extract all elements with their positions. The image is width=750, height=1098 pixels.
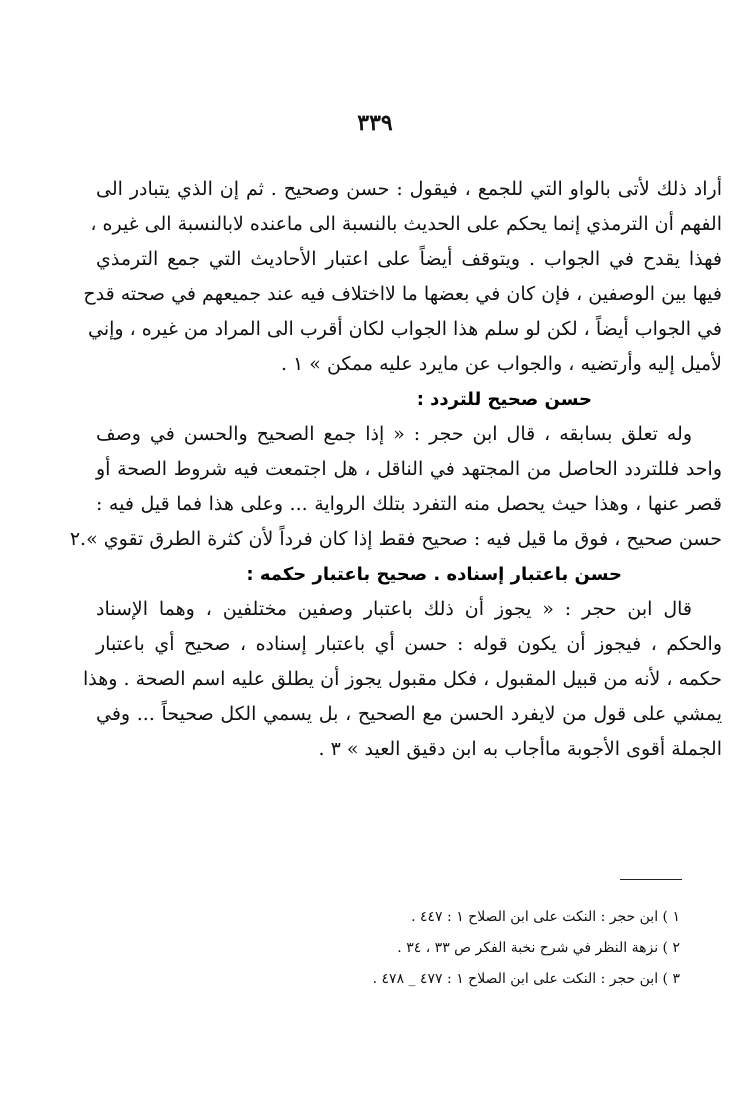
page-number: ٣٣٩ [357, 110, 393, 136]
text-line: والحكم ، فيجوز أن يكون قوله : حسن أي باعتبار إسناده ، صحيح أي باعتبار [96, 633, 722, 655]
text-line: قصر عنها ، وهذا حيث يحصل منه التفرد بتلك الرواية ... وعلى هذا فما قيل فيه : [96, 493, 722, 515]
text-line: قال ابن حجر : « يجوز أن ذلك باعتبار وصفين مختلفين ، وهما الإسناد [96, 598, 692, 620]
text-line: فيها بين الوصفين ، فإن كان في بعضها ما لااختلاف فيه عند جميعهم في صحته قدح [83, 283, 722, 305]
footnote-item: ٣ ) ابن حجر : النكت على ابن الصلاح ١ : ٤٧٧ _ ٤٧٨ . [372, 971, 680, 987]
text-line: في الجواب أيضاً ، لكن لو سلم هذا الجواب لكان أقرب الى المراد من غيره ، وإني [87, 318, 722, 340]
section-heading-isnad-hukm: حسن باعتبار إسناده . صحيح باعتبار حكمه : [246, 564, 622, 585]
text-line: وله تعلق بسابقه ، قال ابن حجر : « إذا جمع الصحيح والحسن في وصف [96, 423, 692, 445]
footnote-item: ٢ ) نزهة النظر في شرح نخبة الفكر ص ٣٣ ، ٣٤ . [397, 940, 680, 956]
footnote-item: ١ ) ابن حجر : النكت على ابن الصلاح ١ : ٤٤٧ . [411, 909, 680, 925]
text-line: لأميل إليه وأرتضيه ، والجواب عن مايرد عليه ممكن » ١ . [280, 353, 722, 375]
text-line: يمشي على قول من لايفرد الحسن مع الصحيح ، بل يسمي الكل صحيحاً ... وفي [96, 703, 722, 725]
text-line: أراد ذلك لأتى بالواو التي للجمع ، فيقول : حسن وصحيح . ثم إن الذي يتبادر الى [96, 178, 722, 200]
text-line: واحد فللتردد الحاصل من المجتهد في الناقل ، هل اجتمعت فيه شروط الصحة أو [96, 458, 722, 480]
footnote-divider [620, 879, 682, 880]
main-text [69, 172, 722, 767]
section-heading-tarddud: حسن صحيح للتردد : [416, 389, 592, 410]
text-line: فهذا يقدح في الجواب . ويتوقف أيضاً على اعتبار الأحاديث التي جمع الترمذي [96, 248, 722, 270]
text-line: الجملة أقوى الأجوبة ماأجاب به ابن دقيق العيد » ٣ . [318, 738, 722, 760]
text-line: حسن صحيح ، فوق ما قيل فيه : صحيح فقط إذا كان فرداً لأن كثرة الطرق تقوي ».٢ [69, 528, 722, 550]
footnotes [100, 902, 680, 995]
text-line: الفهم أن الترمذي إنما يحكم على الحديث بالنسبة الى ماعنده لابالنسبة الى غيره ، [90, 213, 722, 235]
text-line: حكمه ، لأنه من قبيل المقبول ، فكل مقبول يجوز أن يطلق عليه اسم الصحة . وهذا [83, 668, 722, 690]
